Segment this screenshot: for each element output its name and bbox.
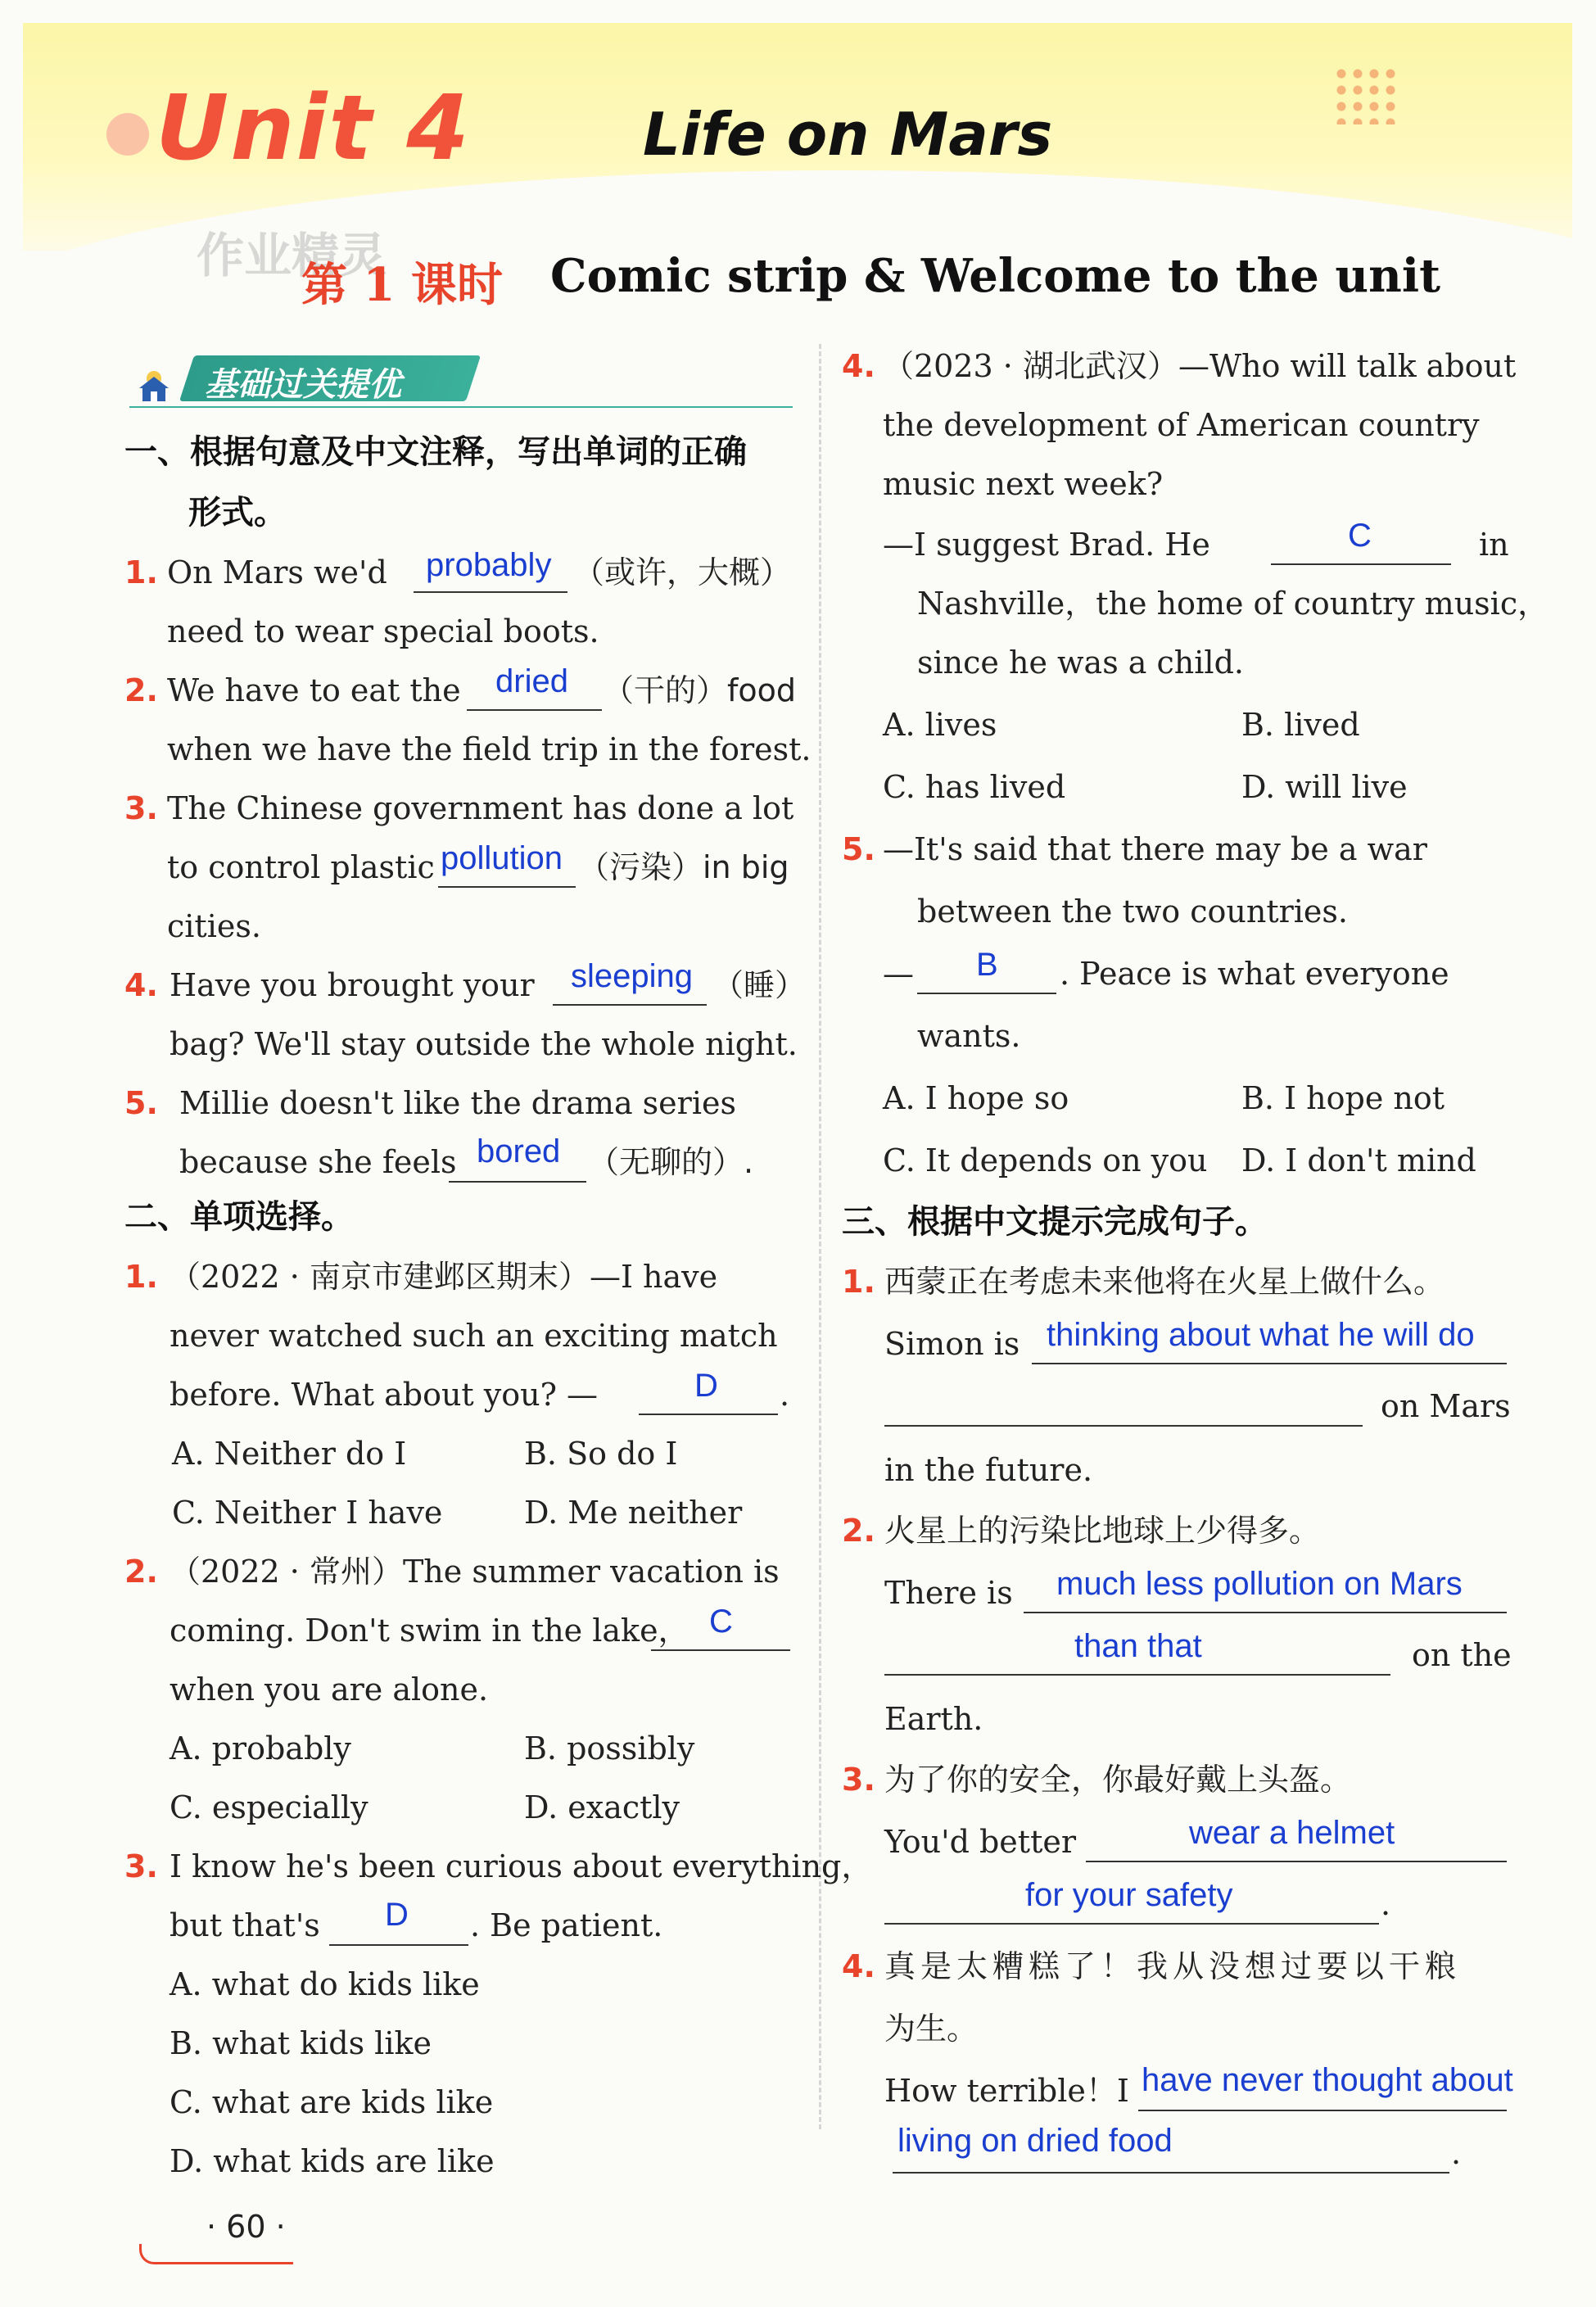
item-number: 2. xyxy=(124,672,158,708)
sentence-number: 4. xyxy=(842,1948,875,1984)
answer-blank xyxy=(1024,1612,1507,1613)
answer-blank xyxy=(884,1923,1379,1925)
question-text: before. What about you? — xyxy=(170,1377,599,1413)
item-text: to control plastic xyxy=(167,849,435,885)
item-text: The Chinese government has done a lot xyxy=(167,790,794,826)
option-a: A. lives xyxy=(883,707,997,743)
sentence-text: You'd better xyxy=(884,1824,1076,1860)
answer-text: bored xyxy=(477,1133,561,1169)
sentence-text: Simon is xyxy=(884,1326,1020,1362)
answer-blank xyxy=(917,993,1056,994)
answer-blank xyxy=(1086,1861,1507,1862)
option-c: C. Neither I have xyxy=(172,1495,443,1531)
lesson-number: 第 1 课时 xyxy=(301,258,503,312)
item-text: （或许，大概） xyxy=(573,554,792,590)
answer-blank xyxy=(884,1425,1363,1427)
section-badge-label: 基础过关提优 xyxy=(205,366,401,404)
question-number: 2. xyxy=(124,1554,158,1590)
question-text: Nashville，the home of country music， xyxy=(917,586,1549,622)
item-number: 5. xyxy=(124,1085,158,1121)
item-text: Have you brought your xyxy=(170,967,535,1003)
answer-text: wear a helmet xyxy=(1189,1815,1395,1851)
option-c: C. It depends on you xyxy=(883,1142,1208,1178)
section-badge xyxy=(129,351,490,408)
lesson-title: Comic strip & Welcome to the unit xyxy=(550,249,1440,303)
answer-blank xyxy=(1271,563,1451,565)
part3-heading: 三、根据中文提示完成句子。 xyxy=(842,1203,1268,1241)
option-b: B. So do I xyxy=(524,1436,678,1472)
unit-name: Life on Mars xyxy=(643,100,1053,169)
question-text: （2023 · 湖北武汉）—Who will talk about xyxy=(883,348,1517,384)
question-text: in xyxy=(1479,527,1509,563)
part1-heading: 一、根据句意及中文注释，写出单词的正确 xyxy=(124,433,747,471)
option-c: C. has lived xyxy=(883,769,1066,805)
item-text: because she feels xyxy=(179,1144,457,1180)
answer-blank xyxy=(449,1181,586,1183)
item-text: （干的）food xyxy=(603,672,796,708)
question-text: coming. Don't swim in the lake， xyxy=(170,1613,689,1649)
house-icon xyxy=(136,370,172,403)
question-number: 3. xyxy=(124,1848,158,1884)
answer-text: pollution xyxy=(441,840,563,876)
item-text: when we have the field trip in the forest. xyxy=(167,731,812,767)
question-text: music next week? xyxy=(883,466,1164,502)
item-text: cities. xyxy=(167,908,261,944)
question-text: （2022 · 常州）The summer vacation is xyxy=(170,1554,780,1590)
question-number: 1. xyxy=(124,1259,158,1295)
question-text: when you are alone. xyxy=(170,1671,489,1708)
question-text: never watched such an exciting match xyxy=(170,1318,778,1354)
answer-blank xyxy=(414,591,567,593)
item-text: Millie doesn't like the drama series xyxy=(179,1085,736,1121)
option-b: B. possibly xyxy=(524,1730,695,1766)
answer-text: B xyxy=(976,947,998,983)
answer-blank xyxy=(639,1414,778,1415)
item-text: need to wear special boots. xyxy=(167,613,599,649)
question-text: but that's xyxy=(170,1907,320,1943)
sentence-text: on the xyxy=(1412,1637,1512,1673)
answer-blank xyxy=(329,1944,468,1946)
question-text: the development of American country xyxy=(883,407,1480,443)
sentence-text: . xyxy=(1381,1886,1391,1922)
question-number: 4. xyxy=(842,348,875,384)
sentence-number: 1. xyxy=(842,1264,875,1300)
item-number: 1. xyxy=(124,554,158,590)
sentence-number: 2. xyxy=(842,1513,875,1549)
answer-blank xyxy=(893,2172,1449,2174)
question-text: between the two countries. xyxy=(917,893,1348,930)
answer-blank xyxy=(1138,2110,1507,2111)
option-c: C. what are kids like xyxy=(170,2084,494,2120)
option-a: A. what do kids like xyxy=(170,1966,480,2002)
part2-heading: 二、单项选择。 xyxy=(124,1198,354,1236)
item-text: bag? We'll stay outside the whole night. xyxy=(170,1026,798,1062)
sentence-text: There is xyxy=(884,1575,1013,1611)
option-a: A. Neither do I xyxy=(172,1436,407,1472)
question-text: wants. xyxy=(917,1018,1021,1054)
sentence-chinese: 为生。 xyxy=(884,2011,979,2047)
answer-text: have never thought about xyxy=(1142,2062,1513,2098)
option-a: A. probably xyxy=(170,1730,351,1766)
answer-text: for your safety xyxy=(1025,1877,1233,1913)
question-text: —I suggest Brad. He xyxy=(883,527,1210,563)
option-d: D. exactly xyxy=(524,1789,680,1825)
sentence-chinese: 为了你的安全，你最好戴上头盔。 xyxy=(884,1762,1352,1798)
answer-text: than that xyxy=(1074,1628,1202,1664)
item-text: （睡） xyxy=(712,967,807,1003)
question-text: —It's said that there may be a war xyxy=(883,831,1427,867)
answer-blank xyxy=(1032,1363,1507,1364)
answer-text: much less pollution on Mars xyxy=(1056,1566,1463,1602)
item-text: We have to eat the xyxy=(167,672,461,708)
item-number: 4. xyxy=(124,967,158,1003)
question-text: . xyxy=(780,1377,790,1413)
sentence-number: 3. xyxy=(842,1762,875,1798)
sentence-text: in the future. xyxy=(884,1452,1093,1488)
page-number: · 60 · xyxy=(206,2209,286,2245)
answer-blank xyxy=(651,1649,790,1651)
question-text: — xyxy=(883,956,914,992)
answer-blank xyxy=(438,886,576,888)
question-text: since he was a child. xyxy=(917,645,1244,681)
question-number: 5. xyxy=(842,831,875,867)
option-d: D. Me neither xyxy=(524,1495,743,1531)
item-number: 3. xyxy=(124,790,158,826)
option-c: C. especially xyxy=(170,1789,368,1825)
answer-blank xyxy=(553,1004,707,1006)
page-number-decoration xyxy=(139,2244,293,2264)
answer-text: D xyxy=(694,1368,718,1404)
question-text: . Be patient. xyxy=(470,1907,663,1943)
question-text: （2022 · 南京市建邺区期末）—I have xyxy=(170,1259,718,1295)
answer-text: living on dried food xyxy=(897,2123,1173,2159)
sentence-text: on Mars xyxy=(1381,1388,1511,1424)
option-b: B. what kids like xyxy=(170,2025,432,2061)
item-text: （污染）in big xyxy=(578,849,789,885)
item-text: （无聊的）. xyxy=(588,1144,754,1180)
answer-text: D xyxy=(385,1897,409,1933)
circle-decoration xyxy=(106,113,149,156)
section-underline xyxy=(129,406,793,408)
question-text: . Peace is what everyone xyxy=(1060,956,1449,992)
unit-number: Unit 4 xyxy=(156,75,471,180)
sentence-text: How terrible！I xyxy=(884,2073,1129,2109)
watermark: 作业精灵 xyxy=(197,228,387,283)
sentence-chinese: 火星上的污染比地球上少得多。 xyxy=(884,1513,1321,1549)
option-d: D. I don't mind xyxy=(1241,1142,1476,1178)
answer-text: thinking about what he will do xyxy=(1047,1317,1475,1353)
answer-text: dried xyxy=(495,663,568,699)
option-b: B. I hope not xyxy=(1241,1080,1445,1116)
part1-heading-cont: 形式。 xyxy=(188,494,287,532)
answer-blank xyxy=(467,709,602,711)
answer-blank xyxy=(884,1674,1390,1676)
sentence-text: . xyxy=(1451,2135,1462,2171)
sentence-text: Earth. xyxy=(884,1701,983,1737)
answer-text: C xyxy=(1348,518,1372,554)
question-text: I know he's been curious about everything， xyxy=(170,1848,873,1884)
sentence-chinese: 西蒙正在考虑未来他将在火星上做什么。 xyxy=(884,1264,1445,1300)
sentence-chinese: 真是太糟糕了！我从没想过要以干粮 xyxy=(884,1948,1462,1984)
option-b: B. lived xyxy=(1241,707,1360,743)
option-d: D. what kids are like xyxy=(170,2143,495,2179)
answer-text: C xyxy=(709,1604,733,1640)
option-a: A. I hope so xyxy=(883,1080,1069,1116)
answer-text: sleeping xyxy=(571,958,694,994)
answer-text: probably xyxy=(426,547,552,583)
option-d: D. will live xyxy=(1241,769,1408,805)
item-text: On Mars we'd xyxy=(167,554,387,590)
dots-decoration xyxy=(1333,66,1399,124)
